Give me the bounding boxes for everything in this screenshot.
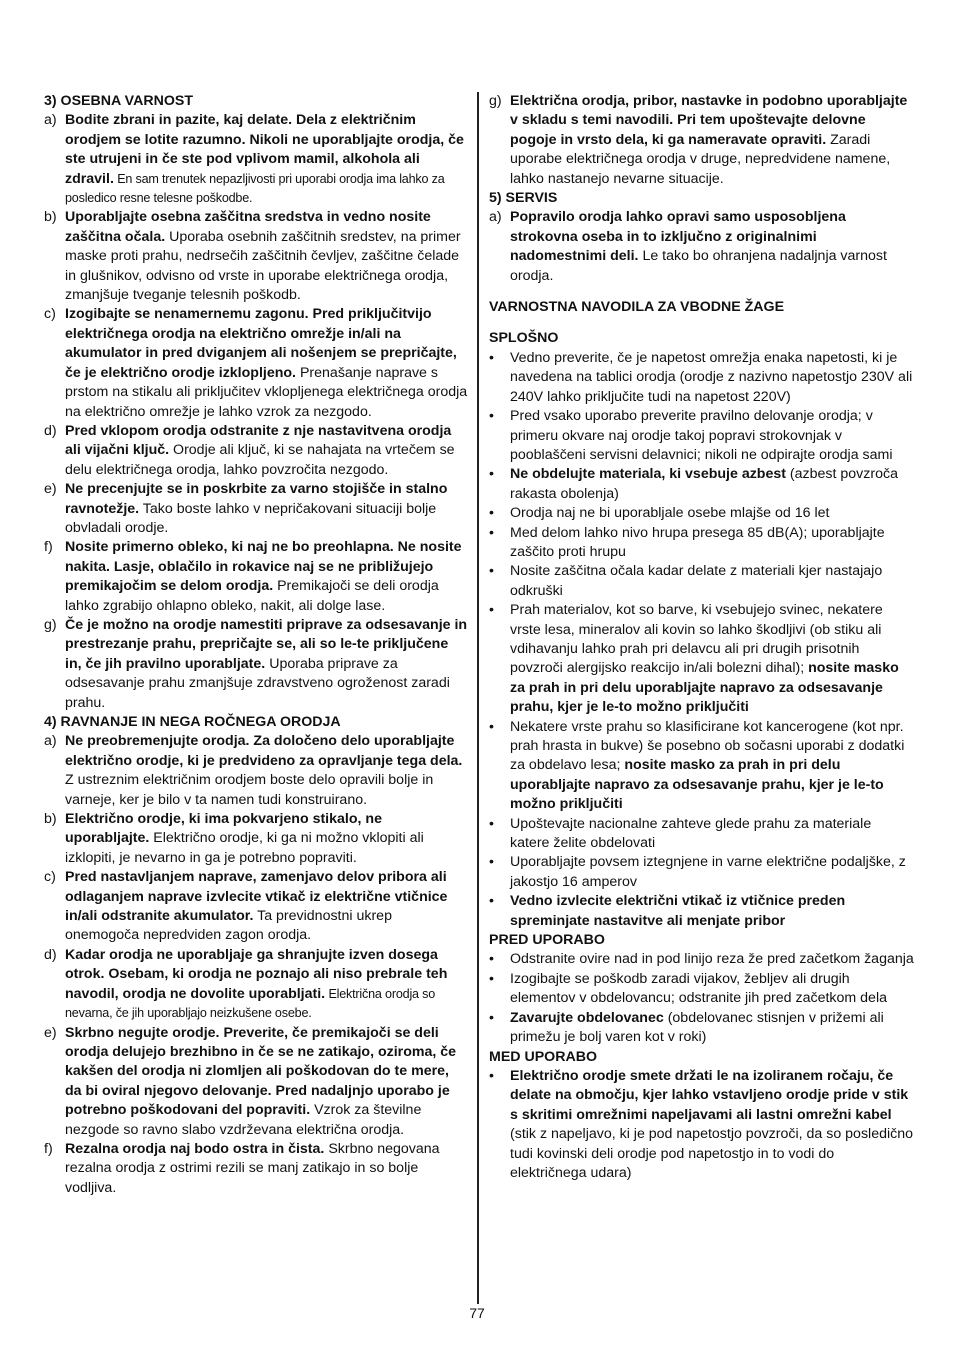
- bullet-item: [489, 349, 914, 407]
- section-heading: 5) SERVIS: [489, 190, 558, 207]
- bold-text: Izogibajte se nenamernemu zagonu. Pred priključitvijo električnega orodja na električno omrežje in/ali na akumulator in pred dviganjem ali nošenjem se prepričajte, če je električno orodje izklopljeno.: [65, 306, 457, 381]
- bullet-marker: •: [489, 1067, 494, 1084]
- list-item: [44, 538, 468, 616]
- bullet-marker: •: [489, 466, 494, 483]
- bullet-marker: •: [489, 951, 494, 968]
- bold-text: nosite masko za prah in pri delu uporabljajte napravo za odsesavanje prahu, kjer je le-to možno priključiti: [510, 757, 884, 813]
- section-heading: PRED UPORABO: [489, 932, 605, 949]
- bullet-marker: •: [489, 718, 494, 735]
- item-marker: e): [44, 1024, 57, 1041]
- bold-text: Bodite zbrani in pazite, kaj delate. Dela z električnim orodjem se lotite razumno. Nikoli ne uporabljajte orodja, če ste utrujeni in če ste pod vplivom mamil, alkohola ali zdravil.: [65, 112, 464, 187]
- bullet-item: [489, 815, 914, 854]
- bold-text: Električna orodja, pribor, nastavke in podobno uporabljajte v skladu s temi navodili. Pri tem upoštevajte delovne pogoje in vrsto dela, ki ga nameravate opraviti.: [510, 93, 908, 148]
- bold-text: Vedno izvlecite električni vtikač iz vtičnice preden spreminjate nastavitve ali menjate pribor: [510, 893, 846, 929]
- bold-text: Ne preobremenjujte orodja. Za določeno delo uporabljajte električno orodje, ki je predvideno za opravljanje tega dela.: [65, 733, 463, 769]
- bullet-item: [489, 892, 914, 931]
- list-item: [44, 305, 468, 421]
- item-marker: g): [44, 616, 57, 633]
- item-marker: a): [44, 112, 57, 129]
- bold-text: Rezalna orodja naj bodo ostra in čista.: [65, 1140, 325, 1157]
- spacer: [489, 317, 914, 329]
- bullet-marker: •: [489, 815, 494, 832]
- body-text: Odstranite ovire nad in pod linijo reza že pred začetkom žaganja: [510, 951, 914, 968]
- body-text: Nosite zaščitna očala kadar delate z materiali kjer nastajajo odkruški: [510, 563, 883, 599]
- bullet-item: [489, 407, 914, 465]
- bullet-marker: •: [489, 1009, 494, 1026]
- bold-text: Če je možno na orodje namestiti priprave za odsesavanje in prestrezanje prahu, prepričajte se, ali so le-te priključene in, če jih pravilno uporabljate.: [65, 616, 468, 672]
- bold-text: Ne obdelujte materiala, ki vsebuje azbest: [510, 466, 786, 483]
- bullet-marker: •: [489, 505, 494, 522]
- body-text: Uporaba osebnih zaščitnih sredstev, na primer maske proti prahu, nedrsečih zaščitnih čevljev, zaščitne čelade in glušnikov, odvisno od vrste in uporabe električnega orodja, zmanjšuje tveganje telesnih poškodb.: [65, 228, 461, 304]
- body-text: Le tako bo ohranjena nadaljnja varnost orodja.: [510, 248, 887, 284]
- body-text: Prah materialov, kot so barve, ki vsebujejo svinec, nekatere vrste lesa, mineralov ali kovin so lahko škodljivi (ob stiku ali vdihavanju lahko prah pri delavcu ali pri drugih prisotnih povzroči alergijsko reakcijo in/ali bolezni dihal);: [510, 602, 883, 677]
- bullet-item: [489, 524, 914, 563]
- body-text: Upoštevajte nacionalne zahteve glede prahu za materiale katere želite obdelovati: [510, 815, 872, 852]
- bold-text: Pred nastavljanjem naprave, zamenjavo delov pribora ali odlaganjem naprave izvlecite vtikač iz električne vtičnice in/ali odstranite akumulator.: [65, 869, 448, 925]
- list-item: [489, 92, 914, 189]
- bold-text: Pred vklopom orodja odstranite z nje nastavitvena orodja ali vijačni ključ.: [65, 422, 452, 459]
- page-number: 77: [469, 1305, 485, 1321]
- item-marker: d): [44, 422, 57, 439]
- list-item: [44, 1140, 468, 1198]
- item-marker: a): [44, 733, 57, 750]
- bullet-marker: •: [489, 408, 494, 425]
- body-text: Orodje ali ključ, ki se nahajata na vrtečem se delu električnega orodja, lahko povzročita nezgodo.: [65, 442, 455, 478]
- list-item: [44, 946, 468, 1024]
- item-marker: f): [44, 539, 53, 556]
- item-marker: f): [44, 1140, 53, 1157]
- body-text: Uporabljajte povsem iztegnjene in varne električne podaljške, z jakostjo 16 amperov: [510, 854, 906, 890]
- bold-text: Popravilo orodja lahko opravi samo usposobljena strokovna oseba in to izključno z originalnimi nadomestnimi deli.: [510, 209, 846, 265]
- body-text: Z ustreznim električnim orodjem boste delo opravili bolje in varneje, ker je bilo v ta namen tudi konstruirano.: [65, 772, 434, 808]
- list-item: [44, 868, 468, 946]
- bold-text: Zavarujte obdelovanec: [510, 1009, 664, 1026]
- bullet-item: [489, 601, 914, 717]
- item-marker: c): [44, 869, 56, 886]
- bullet-item: [489, 970, 914, 1009]
- body-text: Zaradi uporabe električnega orodja v druge, nepredvidene namene, lahko nastanejo nevarne situacije.: [510, 131, 891, 187]
- column-divider: [477, 92, 479, 1304]
- list-item: [44, 480, 468, 538]
- bullet-item: [489, 1067, 914, 1183]
- bullet-marker: •: [489, 524, 494, 541]
- bullet-item: [489, 465, 914, 504]
- body-text: (obdelovanec stisnjen v prižemi ali primežu je bolj varen kot v roki): [510, 1009, 884, 1046]
- bullet-item: [489, 1009, 914, 1048]
- body-text: Vedno preverite, če je napetost omrežja enaka napetosti, ki je navedena na tablici orodja (orodje z nazivno napetostjo 230V ali 240V lahko priključite tudi na napetost 220V): [510, 349, 913, 405]
- body-text: Prenašanje naprave s prstom na stikalu ali priključitev vklopljenega električnega orodja na električno omrežje je lahko vzrok za nezgodo.: [65, 364, 468, 420]
- item-marker: e): [44, 481, 57, 498]
- bold-text: Električno orodje, ki ima pokvarjeno stikalo, ne uporabljajte.: [65, 811, 382, 847]
- bullet-item: [489, 718, 914, 815]
- bullet-item: [489, 950, 914, 969]
- item-marker: a): [489, 209, 502, 226]
- section-heading: 3) OSEBNA VARNOST: [44, 93, 193, 109]
- body-text: Premikajoči se deli orodja lahko zgrabijo ohlapno obleko, nakit, ali dolge lase.: [65, 578, 439, 614]
- section-heading: MED UPORABO: [489, 1048, 597, 1065]
- right-column: [489, 92, 914, 1183]
- bullet-marker: •: [489, 854, 494, 871]
- bullet-marker: •: [489, 970, 494, 987]
- body-text: (stik z napeljavo, ki je pod napetostjo povzroči, da so posledično tudi kovinski deli orodje pod napetostjo in to vodi do električnega udara): [510, 1126, 913, 1181]
- bullet-item: [489, 853, 914, 892]
- list-item: [44, 1024, 468, 1140]
- item-marker: c): [44, 306, 56, 323]
- bold-text: Električno orodje smete držati le na izoliranem ročaju, če delate na območju, kjer lahko vstavljeno orodje pride v stik s skritimi omrežnimi napeljavami ali lastni omrežni kabel: [510, 1067, 909, 1123]
- bold-text: Skrbno negujte orodje. Preverite, če premikajoči se deli orodja delujejo brezhibno in če se ne zatikajo, oziroma, če kakšen del orodja ni zlomljen ali poškodovan do te mere, da bi oviral njegovo delovanje. Pred nadaljnjo uporabo je potrebno poškodovani del popraviti.: [65, 1024, 457, 1119]
- item-marker: b): [44, 209, 57, 226]
- list-item: [44, 422, 468, 480]
- list-item: [44, 732, 468, 810]
- body-text: Pred vsako uporabo preverite pravilno delovanje orodja; v primeru okvare naj orodje takoj popravi strokovnjak v pooblaščeni servisni delavnici; nikoli ne odpirajte orodja sami: [510, 408, 893, 463]
- body-text: Tako boste lahko v nepričakovani situaciji bolje obvladali orodje.: [65, 500, 437, 536]
- body-text: Skrbno negovana rezalna orodja z ostrimi rezili se manj zatikajo in so bolje vodljiva.: [65, 1140, 440, 1196]
- section-heading: VARNOSTNA NAVODILA ZA VBODNE ŽAGE: [489, 299, 785, 316]
- bullet-item: [489, 562, 914, 601]
- body-text: Ta previdnostni ukrep onemogoča nepredviden zagon orodja.: [65, 908, 392, 944]
- list-item: [44, 111, 468, 208]
- body-text: Električna orodja so nevarna, če jih uporabljajo neizkušene osebe.: [65, 986, 436, 1021]
- list-item: [489, 208, 914, 286]
- item-marker: b): [44, 811, 57, 828]
- bold-text: nosite masko za prah in pri delu uporabljajte napravo za odsesavanje prahu, kjer je le-to možno priključiti: [510, 660, 899, 716]
- left-column: [44, 92, 468, 1198]
- bold-text: Ne precenjujte se in poskrbite za varno stojišče in stalno ravnotežje.: [65, 481, 448, 517]
- section-heading: 4) RAVNANJE IN NEGA ROČNEGA ORODJA: [44, 714, 341, 730]
- section-heading: SPLOŠNO: [489, 330, 559, 347]
- item-marker: g): [489, 93, 502, 109]
- body-text: (azbest povzroča rakasta obolenja): [510, 466, 898, 502]
- body-text: Vzrok za številne nezgode so ravno slabo vzdrževana električna orodja.: [65, 1102, 422, 1138]
- list-item: [44, 616, 468, 713]
- bullet-marker: •: [489, 602, 494, 619]
- body-text: En sam trenutek nepazljivosti pri uporabi orodja ima lahko za posledico resne telesne poškodbe.: [65, 171, 445, 206]
- body-text: Orodja naj ne bi uporabljale osebe mlajše od 16 let: [510, 505, 830, 522]
- bullet-marker: •: [489, 563, 494, 580]
- body-text: Nekatere vrste prahu so klasificirane kot kancerogene (kot npr. prah hrasta in bukve) še posebno ob sočasni uporabi z dodatki za obdelavo lesa;: [510, 718, 905, 774]
- body-text: Izogibajte se poškodb zaradi vijakov, žebljev ali drugih elementov v obdelovancu; odstranite jih pred začetkom dela: [510, 970, 887, 1007]
- body-text: Uporaba priprave za odsesavanje prahu zmanjšuje zdravstveno ogroženost zaradi prahu.: [65, 655, 450, 711]
- list-item: [44, 810, 468, 868]
- spacer: [489, 286, 914, 298]
- bullet-marker: •: [489, 893, 494, 910]
- bold-text: Nosite primerno obleko, ki naj ne bo preohlapna. Ne nosite nakita. Lasje, oblačilo in rokavice naj se ne približujejo premikajočim se delom orodja.: [65, 539, 462, 595]
- bold-text: Kadar orodja ne uporabljaje ga shranjujte izven dosega otrok. Osebam, ki orodja ne poznajo ali niso prebrale teh navodil, orodja ne dovolite uporabljati.: [65, 946, 448, 1002]
- bullet-marker: •: [489, 349, 494, 366]
- body-text: Med delom lahko nivo hrupa presega 85 dB(A); uporabljajte zaščito proti hrupu: [510, 524, 885, 560]
- item-marker: d): [44, 946, 57, 963]
- bold-text: Uporabljajte osebna zaščitna sredstva in vedno nosite zaščitna očala.: [65, 209, 431, 245]
- body-text: Električno orodje, ki ga ni možno vklopiti ali izklopiti, je nevarno in ga je potrebno popraviti.: [65, 830, 424, 866]
- bullet-item: [489, 504, 914, 523]
- list-item: [44, 208, 468, 305]
